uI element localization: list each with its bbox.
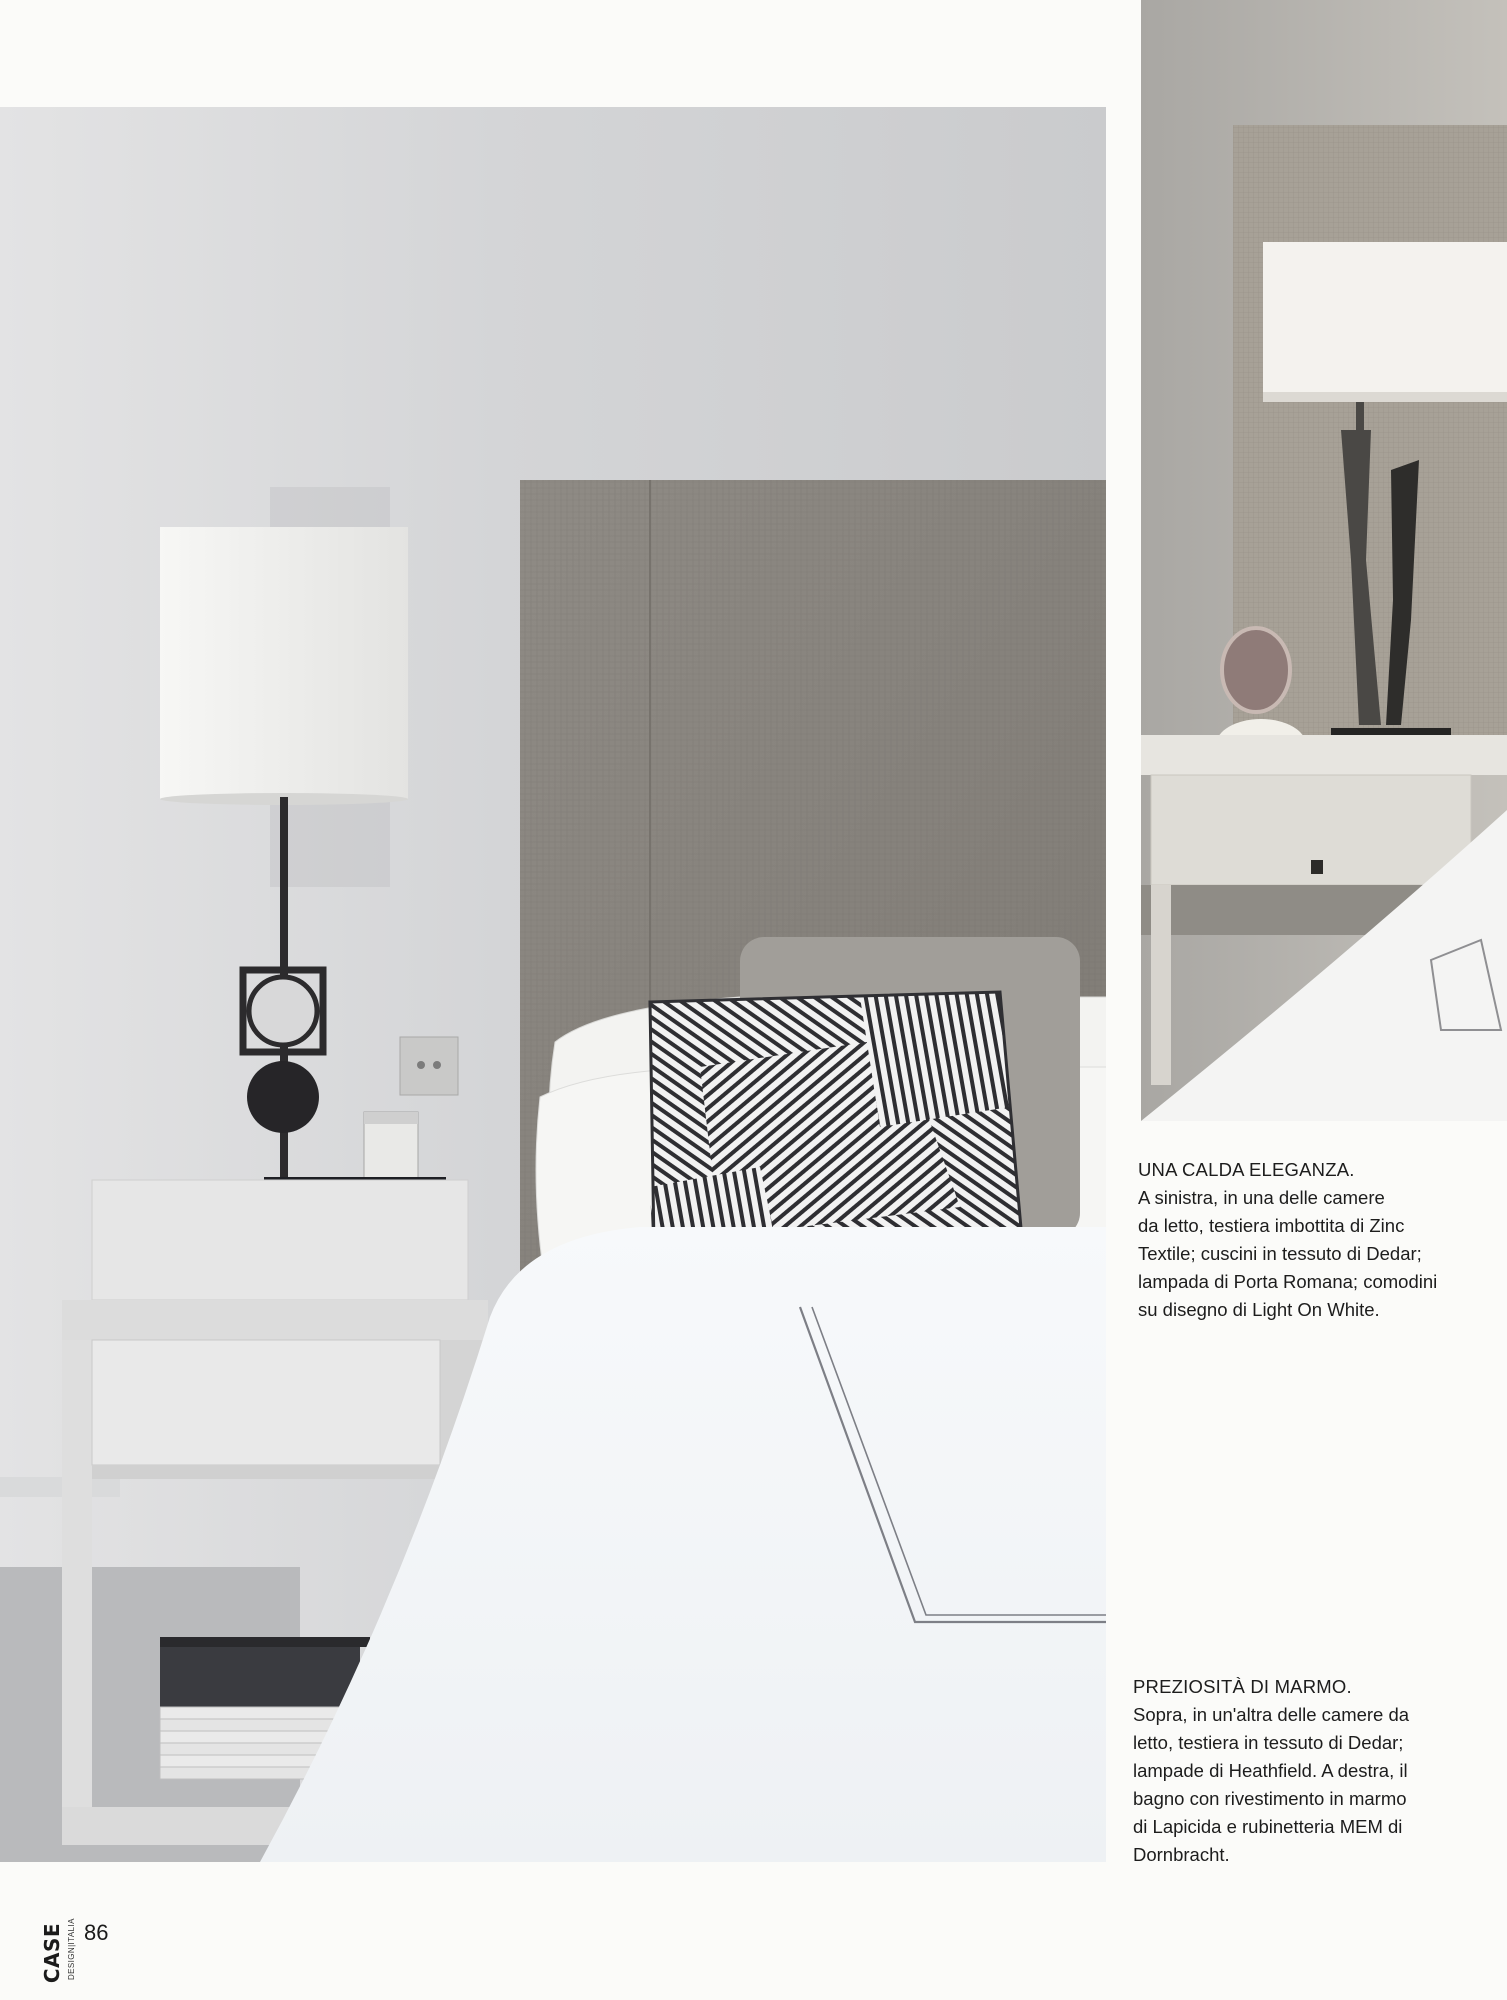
caption-line: da letto, testiera imbottita di Zinc xyxy=(1138,1215,1405,1236)
page-folio xyxy=(40,1920,160,1990)
caption-preziosita-marmo xyxy=(1133,1673,1473,1869)
magazine-logo-text: CASE xyxy=(40,1922,64,1984)
caption-line: lampada di Porta Romana; comodini xyxy=(1138,1271,1438,1292)
caption-line: A sinistra, in una delle camere xyxy=(1138,1187,1385,1208)
caption-title: PREZIOSITÀ DI MARMO. xyxy=(1133,1676,1352,1697)
caption-calda-eleganza xyxy=(1138,1156,1468,1324)
second-bedroom-photo xyxy=(1141,0,1507,1121)
page-number: 86 xyxy=(84,1920,109,1945)
caption-line: bagno con rivestimento in marmo xyxy=(1133,1788,1407,1809)
caption-line: di Lapicida e rubinetteria MEM di xyxy=(1133,1816,1403,1837)
caption-title: UNA CALDA ELEGANZA. xyxy=(1138,1159,1355,1180)
caption-line: Sopra, in un'altra delle camere da xyxy=(1133,1704,1410,1725)
caption-line: lampade di Heathfield. A destra, il xyxy=(1133,1760,1408,1781)
caption-line: su disegno di Light On White. xyxy=(1138,1299,1380,1320)
caption-line: Dornbracht. xyxy=(1133,1844,1230,1865)
caption-line: letto, testiera in tessuto di Dedar; xyxy=(1133,1732,1404,1753)
magazine-logo-subtext: DESIGN|ITALIA xyxy=(67,1918,76,1980)
magazine-logo xyxy=(40,1918,76,1990)
main-bedroom-photo xyxy=(0,107,1106,1862)
caption-line: Textile; cuscini in tessuto di Dedar; xyxy=(1138,1243,1422,1264)
